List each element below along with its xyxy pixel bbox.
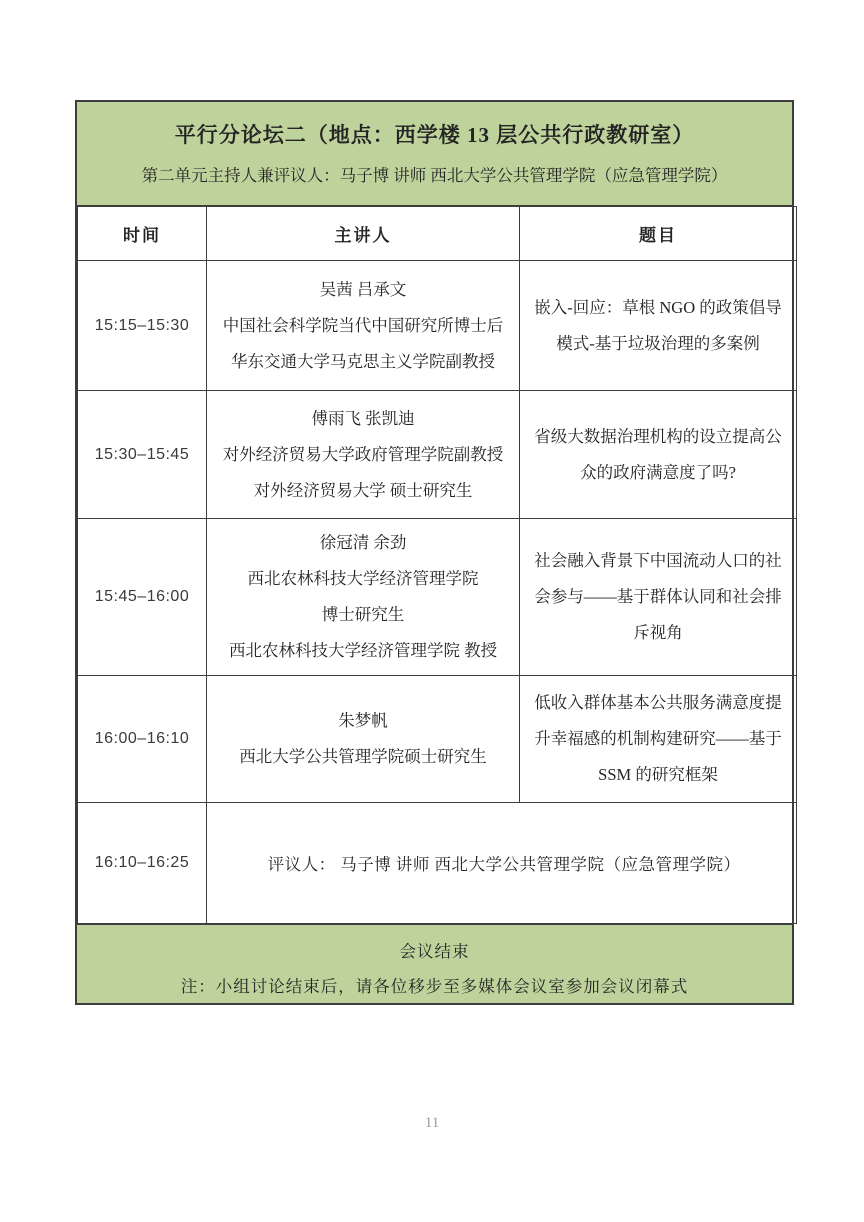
- table-header-row: [78, 207, 797, 261]
- speaker-line: 对外经济贸易大学政府管理学院副教授: [222, 444, 504, 464]
- speaker-line: 傅雨飞 张凯迪: [311, 408, 415, 428]
- session-time: 15:15–15:30: [78, 261, 207, 391]
- session-speaker: [207, 391, 520, 519]
- session-topic: 嵌入-回应：草根 NGO 的政策倡导模式-基于垃圾治理的多案例: [520, 261, 797, 391]
- discussant-row: [78, 803, 797, 924]
- forum-header: [77, 102, 792, 206]
- session-time: 16:00–16:10: [78, 676, 207, 803]
- speaker-line: 对外经济贸易大学 硕士研究生: [253, 480, 473, 500]
- column-header-topic: 题目: [520, 207, 797, 261]
- table-row: [78, 261, 797, 391]
- session-topic: 社会融入背景下中国流动人口的社会参与——基于群体认同和社会排斥视角: [520, 519, 797, 676]
- session-time: 16:10–16:25: [78, 803, 207, 924]
- speaker-line: 博士研究生: [321, 605, 405, 624]
- session-topic: 省级大数据治理机构的设立提高公众的政府满意度了吗?: [520, 391, 797, 519]
- column-header-speaker: 主讲人: [207, 207, 520, 261]
- speaker-line: 朱梦帆: [338, 711, 388, 730]
- table-row: [78, 519, 797, 676]
- column-header-time: 时间: [78, 207, 207, 261]
- session-time: 15:45–16:00: [78, 519, 207, 676]
- discussant-text: 评议人： 马子博 讲师 西北大学公共管理学院（应急管理学院）: [207, 803, 797, 924]
- speaker-line: 吴茜 吕承文: [319, 279, 407, 299]
- speaker-line: 华东交通大学马克思主义学院副教授: [231, 351, 495, 371]
- speaker-line: 西北农林科技大学经济管理学院: [247, 569, 479, 588]
- parallel-forum-schedule-table: [75, 100, 794, 1005]
- page-number: 11: [424, 1115, 440, 1131]
- speaker-line: 西北大学公共管理学院硕士研究生: [239, 747, 487, 766]
- session-topic: 低收入群体基本公共服务满意度提升幸福感的机制构建研究——基于 SSM 的研究框架: [520, 676, 797, 803]
- forum-subtitle: 第二单元主持人兼评议人：马子博 讲师 西北大学公共管理学院（应急管理学院）: [141, 166, 728, 185]
- closing-note: 注：小组讨论结束后，请各位移步至多媒体会议室参加会议闭幕式: [180, 977, 689, 996]
- session-speaker: [207, 676, 520, 803]
- session-speaker: [207, 261, 520, 391]
- closing-footer: [77, 924, 792, 1003]
- table-row: [78, 391, 797, 519]
- speaker-line: 徐冠清 余劲: [319, 533, 407, 552]
- session-speaker: [207, 519, 520, 676]
- closing-title: 会议结束: [399, 942, 470, 961]
- speaker-line: 西北农林科技大学经济管理学院 教授: [228, 641, 498, 660]
- forum-title: 平行分论坛二（地点：西学楼 13 层公共行政教研室）: [174, 123, 695, 147]
- session-time: 15:30–15:45: [78, 391, 207, 519]
- table-row: [78, 676, 797, 803]
- speaker-line: 中国社会科学院当代中国研究所博士后: [222, 315, 504, 335]
- session-table: [77, 206, 797, 924]
